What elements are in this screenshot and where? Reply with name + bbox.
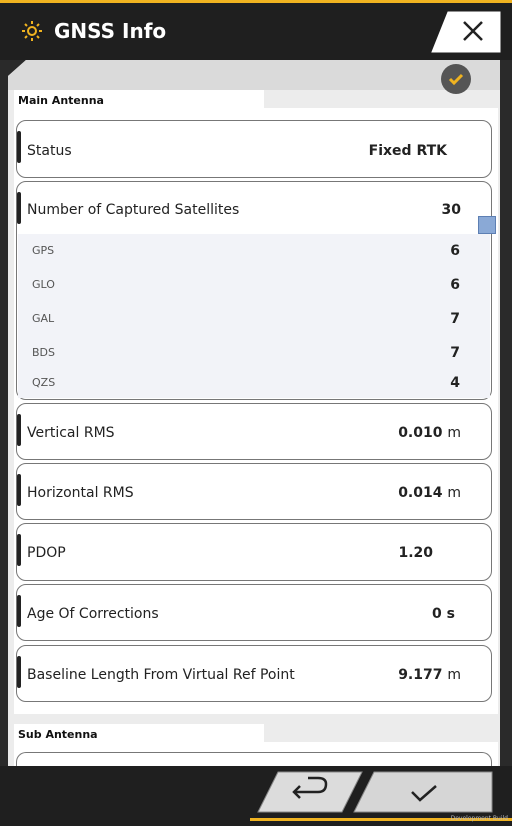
- vertical-rms-value: [398, 425, 461, 441]
- horizontal-rms-label: Horizontal RMS: [27, 485, 134, 501]
- pdop-value: 1.20: [398, 545, 433, 561]
- row-marker: [17, 414, 21, 446]
- horizontal-rms-number: 0.014: [398, 485, 443, 501]
- satellite-system-label: GAL: [32, 312, 55, 325]
- vertical-rms-number: 0.010: [398, 425, 443, 441]
- horizontal-rms-row: [16, 463, 492, 520]
- main-antenna-section-tab: [14, 90, 264, 110]
- satellite-system-row: [18, 234, 490, 268]
- age-of-corrections-label: Age Of Corrections: [27, 606, 159, 622]
- close-button[interactable]: [430, 10, 502, 54]
- satellites-row: [16, 181, 492, 400]
- baseline-length-number: 9.177: [398, 667, 443, 683]
- sub-antenna-section-tab: [14, 724, 264, 744]
- accent-line: [0, 0, 512, 3]
- satellites-label: Number of Captured Satellites: [27, 202, 240, 218]
- confirm-status-badge[interactable]: [441, 64, 471, 94]
- satellite-system-label: GPS: [32, 244, 55, 257]
- satellite-system-count: 6: [450, 243, 460, 259]
- row-marker: [17, 131, 21, 163]
- age-of-corrections-row: [16, 584, 492, 641]
- pdop-row: [16, 523, 492, 581]
- satellite-system-label: QZS: [32, 376, 56, 389]
- satellite-system-count: 4: [450, 375, 460, 391]
- sub-antenna-row: [16, 752, 492, 766]
- title-area: [20, 16, 166, 46]
- horizontal-rms-unit: m: [447, 485, 461, 501]
- vertical-rms-label: Vertical RMS: [27, 425, 115, 441]
- satellite-system-count: 7: [450, 311, 460, 327]
- vertical-rms-row: [16, 403, 492, 460]
- dev-build-text: Development Build: [450, 815, 508, 822]
- age-of-corrections-value: 0 s: [432, 606, 455, 622]
- satellite-system-count: 6: [450, 277, 460, 293]
- scroll-handle-icon[interactable]: [478, 216, 496, 234]
- confirm-button[interactable]: [352, 770, 494, 814]
- page-title: GNSS Info: [54, 19, 167, 43]
- main-antenna-label: Main Antenna: [18, 93, 104, 107]
- top-bar: [0, 0, 512, 60]
- satellite-system-row: [18, 268, 490, 302]
- satellite-system-label: BDS: [32, 346, 55, 359]
- baseline-length-value: [398, 667, 461, 683]
- back-button[interactable]: [256, 770, 364, 814]
- status-row: [16, 120, 492, 178]
- status-value: Fixed RTK: [368, 143, 447, 159]
- satellite-system-row: [18, 336, 490, 370]
- row-marker: [17, 656, 21, 688]
- row-marker: [17, 534, 21, 566]
- baseline-length-label: Baseline Length From Virtual Ref Point: [27, 667, 295, 683]
- horizontal-rms-value: [398, 485, 461, 501]
- row-marker: [17, 595, 21, 627]
- status-label: Status: [27, 143, 72, 159]
- row-marker: [17, 192, 21, 224]
- gear-icon: [20, 19, 44, 43]
- row-marker: [17, 474, 21, 506]
- baseline-length-unit: m: [447, 667, 461, 683]
- vertical-rms-unit: m: [447, 425, 461, 441]
- sub-antenna-label: Sub Antenna: [18, 727, 98, 741]
- satellite-system-row: [18, 368, 490, 398]
- satellites-count: 30: [441, 202, 461, 218]
- satellite-system-row: [18, 302, 490, 336]
- satellite-system-label: GLO: [32, 278, 55, 291]
- baseline-length-row: [16, 645, 492, 702]
- satellite-system-count: 7: [450, 345, 460, 361]
- check-icon: [447, 70, 465, 88]
- pdop-label: PDOP: [27, 545, 66, 561]
- panel-header-strip: [8, 60, 500, 90]
